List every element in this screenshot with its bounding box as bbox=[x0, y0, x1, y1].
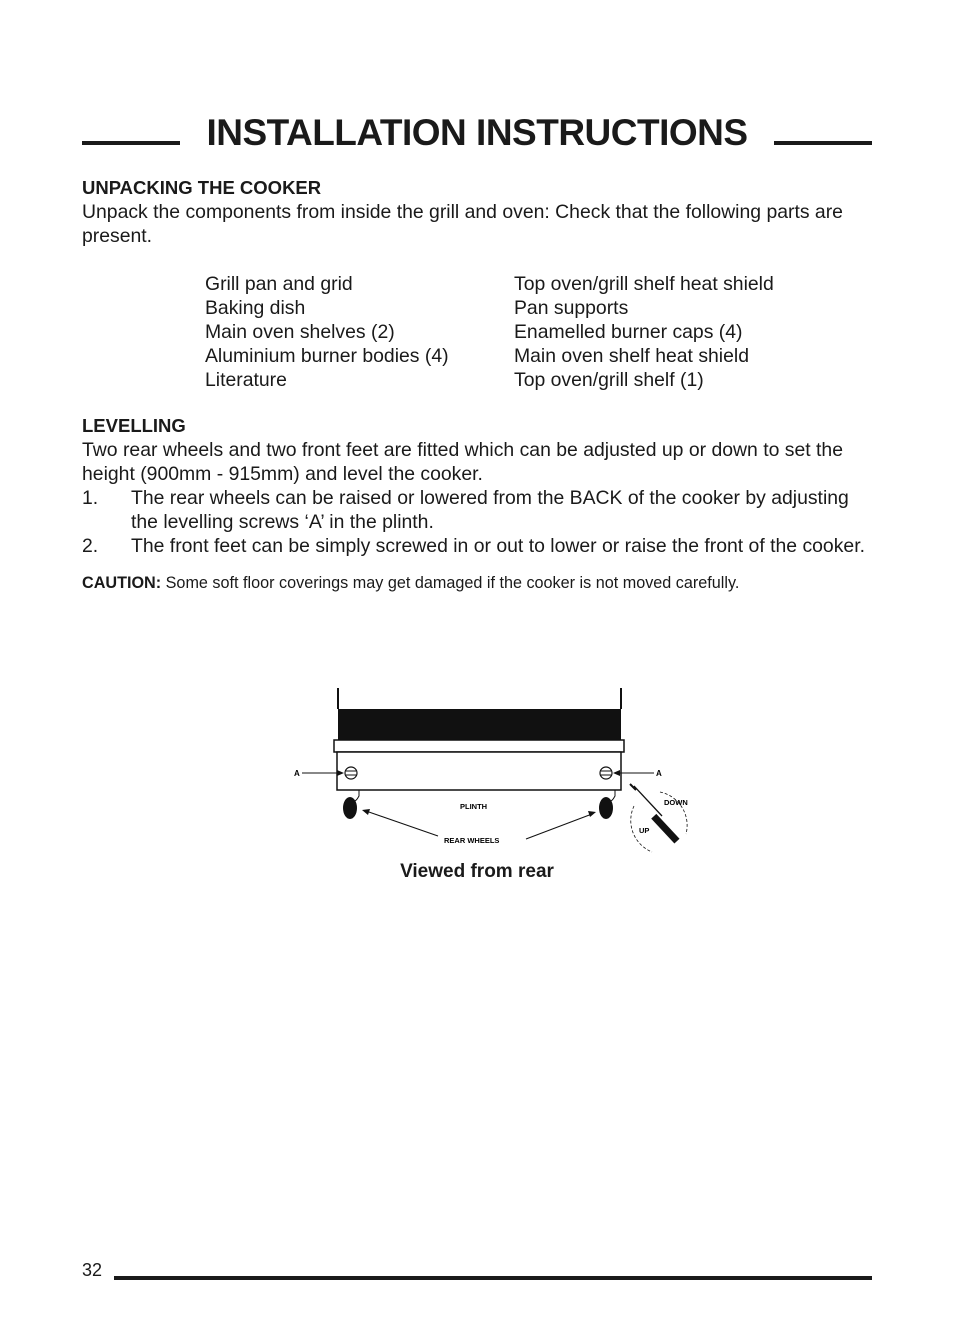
part-item: Baking dish bbox=[205, 297, 306, 319]
unpacking-section bbox=[82, 176, 874, 392]
levelling-heading: LEVELLING bbox=[82, 415, 186, 436]
levelling-section bbox=[82, 414, 874, 594]
caution-note bbox=[82, 572, 874, 594]
levelling-screw-right bbox=[600, 767, 612, 779]
part-item: Main oven shelf heat shield bbox=[514, 345, 749, 367]
label-up: UP bbox=[639, 826, 650, 835]
footer-rule bbox=[114, 1276, 872, 1280]
page-footer bbox=[82, 1260, 872, 1284]
arrow-wheel-left bbox=[366, 811, 438, 836]
caution-label: CAUTION: bbox=[82, 574, 162, 592]
part-item: Pan supports bbox=[514, 297, 629, 319]
parts-list bbox=[205, 272, 874, 392]
title-rule-right bbox=[774, 141, 872, 145]
arrow-wheel-right bbox=[526, 814, 592, 839]
step-item bbox=[82, 534, 874, 558]
label-plinth: PLINTH bbox=[460, 802, 488, 811]
part-item: Top oven/grill shelf heat shield bbox=[514, 273, 774, 295]
part-item: Enamelled burner caps (4) bbox=[514, 321, 743, 343]
main-content bbox=[82, 176, 874, 594]
part-item: Grill pan and grid bbox=[205, 273, 353, 295]
plinth bbox=[337, 752, 621, 790]
part-item: Top oven/grill shelf (1) bbox=[514, 369, 704, 391]
caution-text: Some soft floor coverings may get damaged if the cooker is not moved carefully. bbox=[161, 574, 740, 592]
label-a-left: A bbox=[294, 769, 300, 778]
part-item: Main oven shelves (2) bbox=[205, 321, 395, 343]
label-a-right: A bbox=[656, 769, 662, 778]
parts-column-left bbox=[205, 272, 514, 392]
page-title: INSTALLATION INSTRUCTIONS bbox=[206, 112, 748, 153]
step-number: 2. bbox=[82, 535, 99, 557]
levelling-intro: Two rear wheels and two front feet are fitted which can be adjusted up or down to set the height (900mm - 915mm) and level the cooker. bbox=[82, 439, 843, 485]
title-row bbox=[82, 112, 872, 158]
unpacking-intro: Unpack the components from inside the grill and oven: Check that the following parts are present. bbox=[82, 201, 843, 247]
rear-wheel-left bbox=[341, 790, 359, 819]
part-item: Literature bbox=[205, 369, 287, 391]
unpacking-heading: UNPACKING THE COOKER bbox=[82, 177, 322, 198]
rear-view-diagram bbox=[290, 684, 710, 859]
part-item: Aluminium burner bodies (4) bbox=[205, 345, 449, 367]
step-text: The front feet can be simply screwed in or out to lower or raise the front of the cooker. bbox=[131, 535, 865, 557]
figure-caption: Viewed from rear bbox=[400, 861, 554, 882]
cooker-base-rail bbox=[334, 740, 624, 752]
rear-wheel-right bbox=[596, 790, 615, 819]
parts-column-right bbox=[514, 272, 774, 392]
page-number: 32 bbox=[82, 1260, 103, 1280]
step-number: 1. bbox=[82, 487, 99, 509]
step-item bbox=[82, 486, 874, 534]
step-text: The rear wheels can be raised or lowered from the BACK of the cooker by adjusting the levelling screws ‘A’ in the plinth. bbox=[131, 487, 849, 533]
label-down: DOWN bbox=[664, 798, 688, 807]
cooker-back-panel bbox=[338, 709, 621, 741]
levelling-screw-left bbox=[345, 767, 357, 779]
label-rear-wheels: REAR WHEELS bbox=[444, 836, 500, 845]
screwdriver-icon bbox=[630, 784, 680, 843]
levelling-steps bbox=[82, 486, 874, 558]
